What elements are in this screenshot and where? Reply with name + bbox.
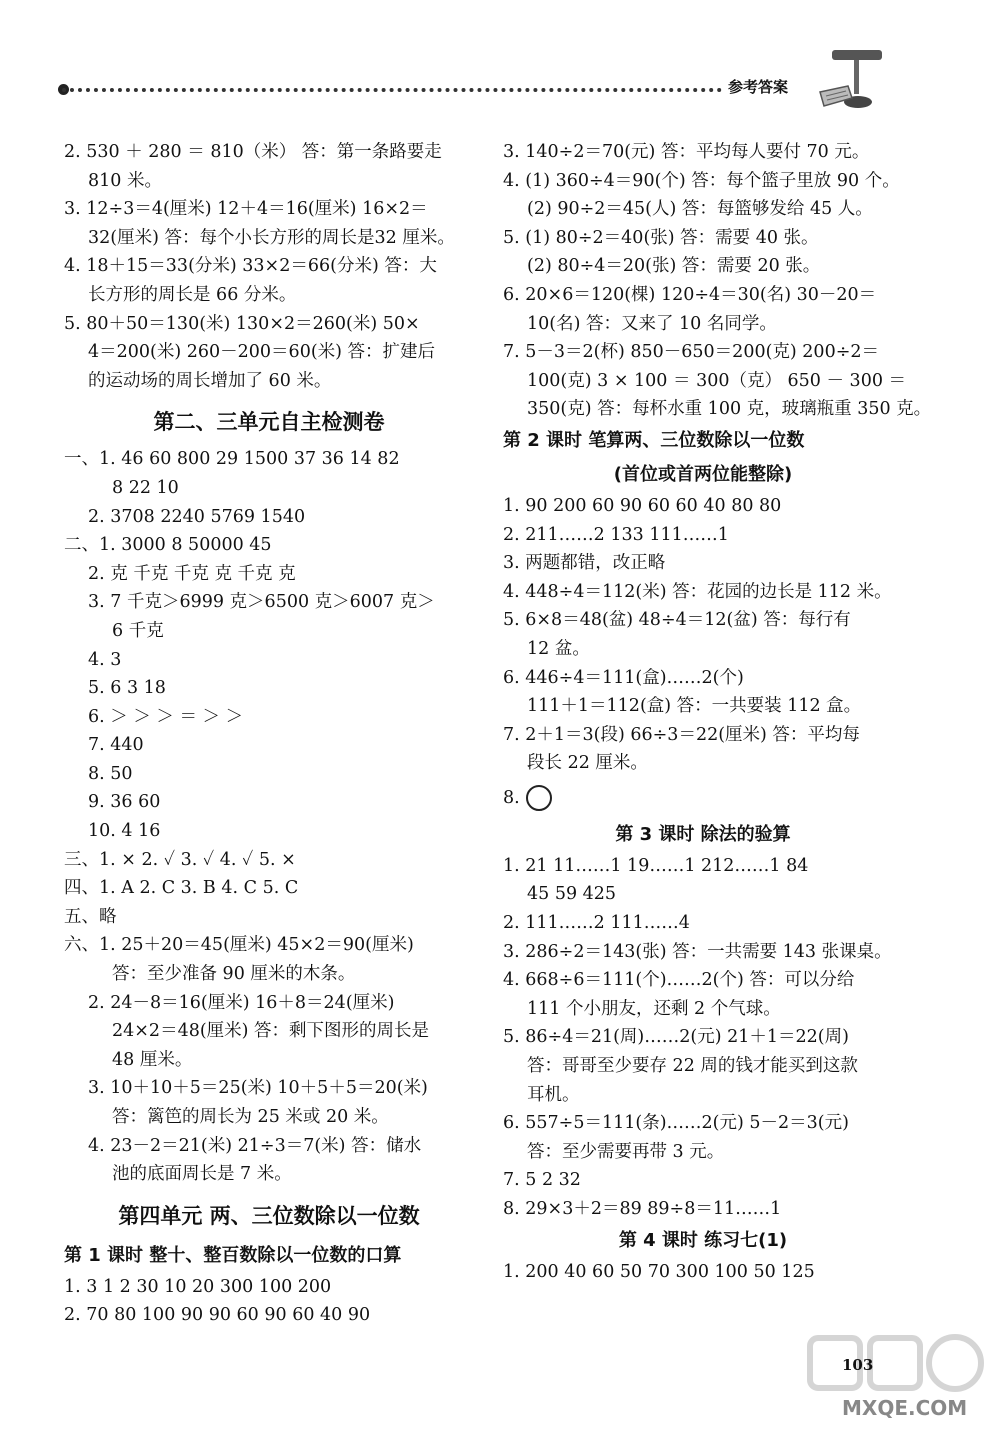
lesson-title: 第 4 课时 练习七(1) (618, 1229, 788, 1251)
page-number: 103 (842, 1356, 874, 1374)
answer-line: 4. (1) 360÷4＝90(个) 答：每个篮子里放 90 个。 (503, 170, 900, 191)
answer-line: 3. 140÷2＝70(元) 答：平均每人要付 70 元。 (503, 142, 870, 162)
answer-line: 2. 530 ＋ 280 ＝ 810（米） 答：第一条路要走 (64, 142, 442, 162)
answer-line: 答：至少准备 90 厘米的木条。 (112, 964, 356, 985)
answer-line: 24×2＝48(厘米) 答：剩下图形的周长是 (112, 1021, 430, 1042)
answer-line: 一、1. 46 60 800 29 1500 37 36 14 82 (64, 449, 400, 470)
answer-line: 3. 10＋10＋5＝25(米) 10＋5＋5＝20(米) (88, 1078, 428, 1099)
answer-line: 三、1. × 2. ✓ 3. ✓ 4. ✓ 5. × (64, 849, 296, 870)
answer-line: 111＋1＝112(盒) 答：一共要装 112 盒。 (527, 696, 862, 717)
answer-line: 810 米。 (88, 170, 162, 191)
lesson-title: 第 2 课时 笔算两、三位数除以一位数 (503, 429, 805, 451)
answer-line: 100(克) 3 × 100 ＝ 300（克） 650 － 300 ＝ (527, 370, 907, 391)
answer-line: 耳机。 (527, 1084, 580, 1105)
answer-line: 长方形的周长是 66 分米。 (88, 284, 297, 305)
answer-line: 4. 18＋15＝33(分米) 33×2＝66(分米) 答：大 (64, 256, 437, 277)
answer-line: 5. (1) 80÷2＝40(张) 答：需要 40 张。 (503, 227, 819, 248)
answer-line: 1. 90 200 60 90 60 60 40 80 80 (503, 495, 782, 516)
answer-line: 3. 7 千克＞6999 克＞6500 克＞6007 克＞ (88, 592, 435, 613)
answer-line: 7. 5 2 32 (503, 1170, 581, 1191)
answer-line: 答：篱笆的周长为 25 米或 20 米。 (112, 1107, 389, 1127)
answer-line: 48 厘米。 (112, 1049, 193, 1070)
left-column (64, 138, 474, 1330)
lesson-title: 第 1 课时 整十、整百数除以一位数的口算 (64, 1244, 402, 1266)
answer-line: 45 59 425 (527, 884, 617, 905)
answer-line: 四、1. A 2. C 3. B 4. C 5. C (64, 878, 299, 899)
header-dotted-rule (62, 88, 722, 92)
section-title: 第二、三单元自主检测卷 (153, 410, 385, 435)
answer-line (503, 778, 903, 818)
answer-line: 的运动场的周长增加了 60 米。 (88, 370, 332, 391)
answer-line: 3. 12÷3＝4(厘米) 12＋4＝16(厘米) 16×2＝ (64, 199, 428, 220)
answer-line: 答：至少需要再带 3 元。 (527, 1141, 725, 1162)
answer-line: 7. 440 (88, 735, 144, 756)
answer-line: 2. 111……2 111……4 (503, 913, 690, 934)
answer-line: 5. 86÷4＝21(周)……2(元) 21＋1＝22(周) (503, 1027, 849, 1048)
answer-line: 7. 2＋1＝3(段) 66÷3＝22(厘米) 答：平均每 (503, 724, 860, 745)
answer-line: 2. 3708 2240 5769 1540 (88, 506, 306, 527)
answer-line: 2. 24－8＝16(厘米) 16＋8＝24(厘米) (88, 992, 395, 1013)
answer-line: 3. 两题都错，改正略 (503, 553, 666, 574)
answer-line: 4. 448÷4＝112(米) 答：花园的边长是 112 米。 (503, 581, 892, 602)
answer-line: 6 千克 (112, 620, 164, 641)
answer-line: 12 盆。 (527, 638, 590, 659)
circle-answer-icon (526, 785, 552, 811)
answer-line: 32(厘米) 答：每个小长方形的周长是32 厘米。 (88, 227, 455, 248)
answer-line: 9. 36 60 (88, 792, 161, 813)
answer-line: 10(名) 答：又来了 10 名同学。 (527, 313, 777, 334)
answer-line: 2. 70 80 100 90 90 60 90 60 40 90 (64, 1305, 371, 1326)
answer-line: 五、略 (64, 906, 117, 927)
answer-line: 2. 211……2 133 111……1 (503, 524, 729, 545)
section-title: 第四单元 两、三位数除以一位数 (118, 1203, 420, 1228)
answer-line: 答：哥哥至少要存 22 周的钱才能买到这款 (527, 1056, 858, 1077)
answer-line: 3. 286÷2＝143(张) 答：一共需要 143 张课桌。 (503, 941, 892, 962)
answer-number: 8. (503, 787, 520, 808)
answer-line: 4＝200(米) 260－200＝60(米) 答：扩建后 (88, 342, 436, 363)
lesson-title: 第 3 课时 除法的验算 (615, 823, 791, 845)
answer-line: 111 个小朋友，还剩 2 个气球。 (527, 998, 781, 1019)
answer-line: 二、1. 3000 8 50000 45 (64, 535, 272, 556)
answer-line: 1. 3 1 2 30 10 20 300 100 200 (64, 1276, 332, 1297)
answer-line: 4. 668÷6＝111(个)……2(个) 答：可以分给 (503, 970, 855, 991)
answer-line: 8. 29×3＋2＝89 89÷8＝11……1 (503, 1199, 782, 1219)
desk-lamp-icon (818, 42, 898, 122)
answer-line: 5. 6 3 18 (88, 678, 166, 699)
lesson-title: (首位或首两位能整除) (613, 463, 793, 485)
watermark-text: MXQE.COM (842, 1396, 968, 1420)
answer-line: 6. ＞ ＞ ＞ ＝ ＞ ＞ (88, 706, 244, 727)
answer-line: 池的底面周长是 7 米。 (112, 1164, 292, 1185)
answer-line: 8. 50 (88, 763, 133, 784)
answer-line: 10. 4 16 (88, 821, 161, 842)
answer-line: 1. 200 40 60 50 70 300 100 50 125 (503, 1261, 815, 1282)
answer-line: 4. 23－2＝21(米) 21÷3＝7(米) 答：储水 (88, 1135, 422, 1156)
answer-line: 5. 80＋50＝130(米) 130×2＝260(米) 50× (64, 313, 420, 334)
answer-line: 6. 20×6＝120(棵) 120÷4＝30(名) 30－20＝ (503, 284, 877, 305)
answer-line: 6. 557÷5＝111(条)……2(元) 5－2＝3(元) (503, 1113, 849, 1134)
answer-line: 1. 21 11……1 19……1 212……1 84 (503, 855, 809, 876)
answer-line: 4. 3 (88, 649, 122, 670)
answer-line: 7. 5－3＝2(杯) 850－650＝200(克) 200÷2＝ (503, 342, 880, 363)
answer-line: 段长 22 厘米。 (527, 753, 648, 774)
answer-line: 2. 克 千克 千克 克 千克 克 (88, 563, 296, 584)
answer-line: (2) 90÷2＝45(人) 答：每篮够发给 45 人。 (527, 199, 873, 220)
answer-line: 六、1. 25＋20＝45(厘米) 45×2＝90(厘米) (64, 935, 414, 956)
right-column (503, 138, 932, 1286)
header-label: 参考答案 (728, 78, 789, 96)
answer-line: 8 22 10 (112, 477, 179, 498)
answer-line: 5. 6×8＝48(盆) 48÷4＝12(盆) 答：每行有 (503, 610, 851, 631)
answer-line: 350(克) 答：每杯水重 100 克，玻璃瓶重 350 克。 (527, 399, 932, 420)
answer-line: 6. 446÷4＝111(盒)……2(个) (503, 667, 744, 688)
answer-line: (2) 80÷4＝20(张) 答：需要 20 张。 (527, 256, 821, 277)
